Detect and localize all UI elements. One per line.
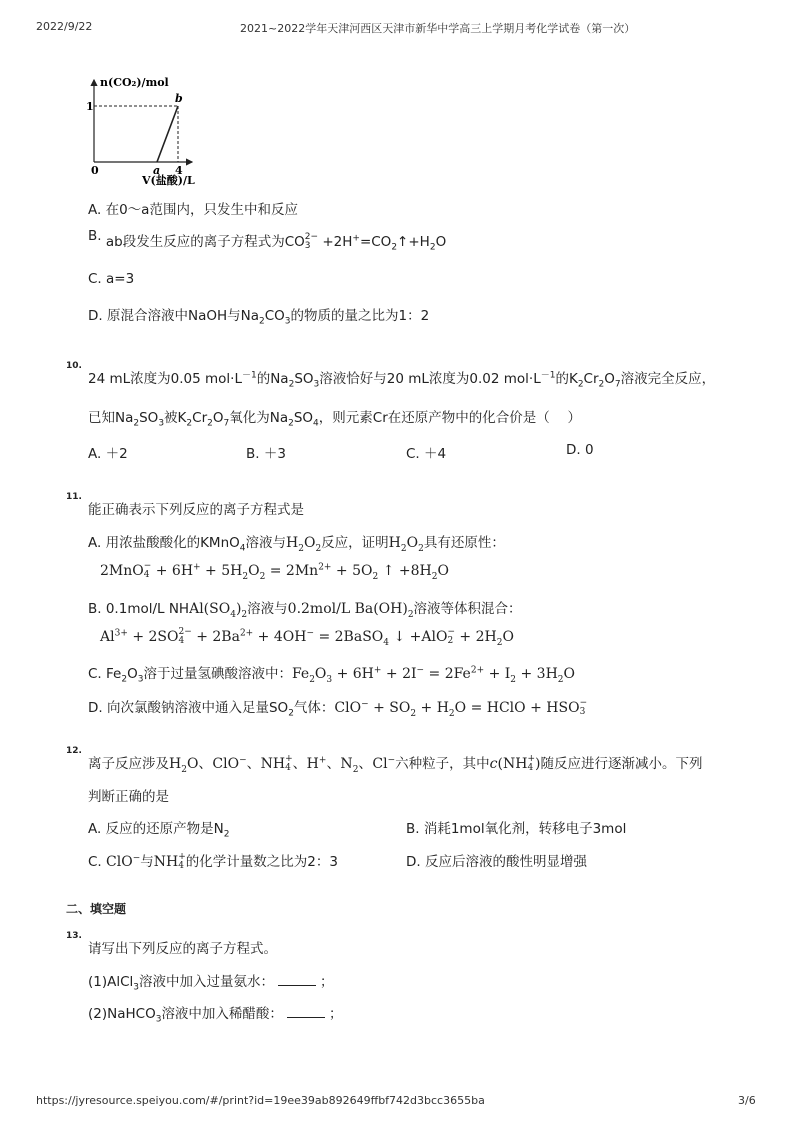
x-tick-4: 4	[175, 164, 183, 177]
q11-c-text: C. Fe	[88, 666, 122, 682]
q10-stem-line1: 24 mL浓度为0.05 $mol\cdot L^{-1}$的$Na_2SO_3$溶液恰好与20 mL浓度为0.02 $mol\cdot L^{-1}$的$K_2Cr_2O_7$溶液完全反应，	[88, 370, 716, 390]
q10-line1-text: 24 mL浓度为0.05 mol·L	[88, 371, 242, 387]
origin-label: 0	[91, 164, 99, 177]
q9-d-tail: 的物质的量之比为1：2	[290, 308, 430, 324]
point-b-label: b	[175, 92, 183, 105]
q11-d-text: D. 向次氯酸钠溶液中通入足量SO	[88, 700, 289, 716]
q9-b-letter: B.	[88, 228, 102, 244]
q11-stem: 能正确表示下列反应的离子方程式是	[88, 502, 304, 518]
q13-p2-text: (2)NaHCO	[88, 1006, 156, 1022]
q10-number: 10.	[66, 361, 82, 371]
q11-b-text: B. 0.1mol/L NH	[88, 601, 190, 617]
q11-a-equation: 2MnO − 4 + $6H^+ + 5H_2O_2 = 2Mn^{2+} + 5O_2$ ↑ $+8H_2O$	[100, 561, 449, 582]
q11-option-d: D. 向次氯酸钠溶液中通入足量$SO_2$气体：$ClO^- + SO_2 + H_2O$ = HClO + HSO − 3	[88, 698, 588, 719]
q11-b-equation: $Al^{3+} + 2SO$ 2− 4 + $2Ba^{2+} + 4OH^-$ = 2BaSO$_4$ ↓ +AlO − 2 + $2H_2O$	[100, 627, 514, 648]
q13-answer-blank-1[interactable]	[278, 973, 316, 986]
q9-b-equation: CO 2− 3 $+2H^+=CO_2↑+H_2O$	[284, 232, 447, 253]
q12-option-a: A. 反应的还原产物是$N_2$	[88, 821, 230, 840]
q12-stem-line2: 判断正确的是	[88, 789, 169, 805]
print-date: 2022/9/22	[36, 20, 93, 33]
q12-option-b: B. 消耗1mol氧化剂，转移电子3mol	[406, 821, 627, 837]
q10-stem-line2: 已知$Na_2SO_3$被$K_2Cr_2O_7$氧化为$Na_2SO_4$，则元素Cr在还原产物中的化合价是（ ）	[88, 410, 582, 429]
y-axis-label: n(CO₂)/mol	[100, 76, 169, 89]
q11-option-b: B. 0.1mol/L $NHAl(SO_4)_2$溶液与0.2mol/L $Ba(OH)_2$溶液等体积混合：	[88, 601, 522, 620]
page-url[interactable]: https://jyresource.speiyou.com/#/print?id=19ee39ab892649ffbf742d3bcc3655ba	[36, 1094, 485, 1107]
q12-stem-line1: 离子反应涉及$H_2O$、ClO−、NH + 4 、H+、$N_2$、Cl−六种粒子，其中c(NH + 4 )随反应进行逐渐减小。下列	[88, 754, 703, 775]
q13-p1-text: (1)AlCl	[88, 974, 134, 990]
q13-part1: (1)AlCl$_3$溶液中加入过量氨水： ；	[88, 974, 334, 993]
co2-hcl-graph	[80, 74, 210, 186]
q13-answer-blank-2[interactable]	[287, 1005, 325, 1018]
q9-b-text: ab段发生反应的离子方程式为	[105, 234, 285, 250]
q13-part2: (2)NaHCO$_3$溶液中加入稀醋酸： ；	[88, 1006, 343, 1025]
point-a-label: a	[153, 164, 161, 177]
q10-option-b: B. ＋3	[246, 446, 286, 462]
q10-option-d: D. 0	[566, 442, 594, 458]
q13-number: 13.	[66, 931, 82, 941]
q12-a-text: A. 反应的还原产物是N	[88, 821, 224, 837]
page-number: 3/6	[738, 1094, 756, 1107]
q9-option-d: D. 原混合溶液中NaOH与$Na_2CO_3$的物质的量之比为1：2	[88, 308, 430, 327]
q9-option-c: C. a=3	[88, 271, 135, 287]
q11-number: 11.	[66, 492, 82, 502]
page-header-title: 2021~2022学年天津河西区天津市新华中学高三上学期月考化学试卷（第一次）	[240, 22, 636, 35]
q11-a-text: A. 用浓盐酸酸化的KMnO	[88, 535, 240, 551]
q9-option-a: A. 在0～a范围内，只发生中和反应	[88, 202, 298, 218]
q11-option-c: C. $Fe_2O_3$溶于过量氢碘酸溶液中：$Fe_2O_3 + 6H^+ + 2I^- = 2Fe^{2+} + I_2 + 3H_2O$	[88, 665, 575, 685]
q10-line2-text: 已知Na	[88, 410, 134, 426]
q13-stem: 请写出下列反应的离子方程式。	[88, 941, 277, 957]
q9-option-b	[88, 230, 446, 253]
q12-option-c: C. ClO−与NH + 4 的化学计量数之比为2：3	[88, 852, 338, 871]
q10-option-c: C. ＋4	[406, 446, 447, 462]
q12-number: 12.	[66, 746, 82, 756]
q12-option-d: D. 反应后溶液的酸性明显增强	[406, 854, 587, 870]
q9-d-text: D. 原混合溶液中NaOH与Na	[88, 308, 259, 324]
q11-option-a: A. 用浓盐酸酸化的KMnO$_4$溶液与$H_2O_2$反应，证明$H_2O_2$具有还原性：	[88, 535, 505, 554]
q12-c-tail: 的化学计量数之比为2：3	[185, 854, 338, 870]
x-axis-label: V(盐酸)/L	[142, 174, 195, 186]
y-tick-1: 1	[86, 100, 94, 113]
q10-option-a: A. ＋2	[88, 446, 128, 462]
section-title-fill-in: 二、填空题	[66, 902, 127, 916]
